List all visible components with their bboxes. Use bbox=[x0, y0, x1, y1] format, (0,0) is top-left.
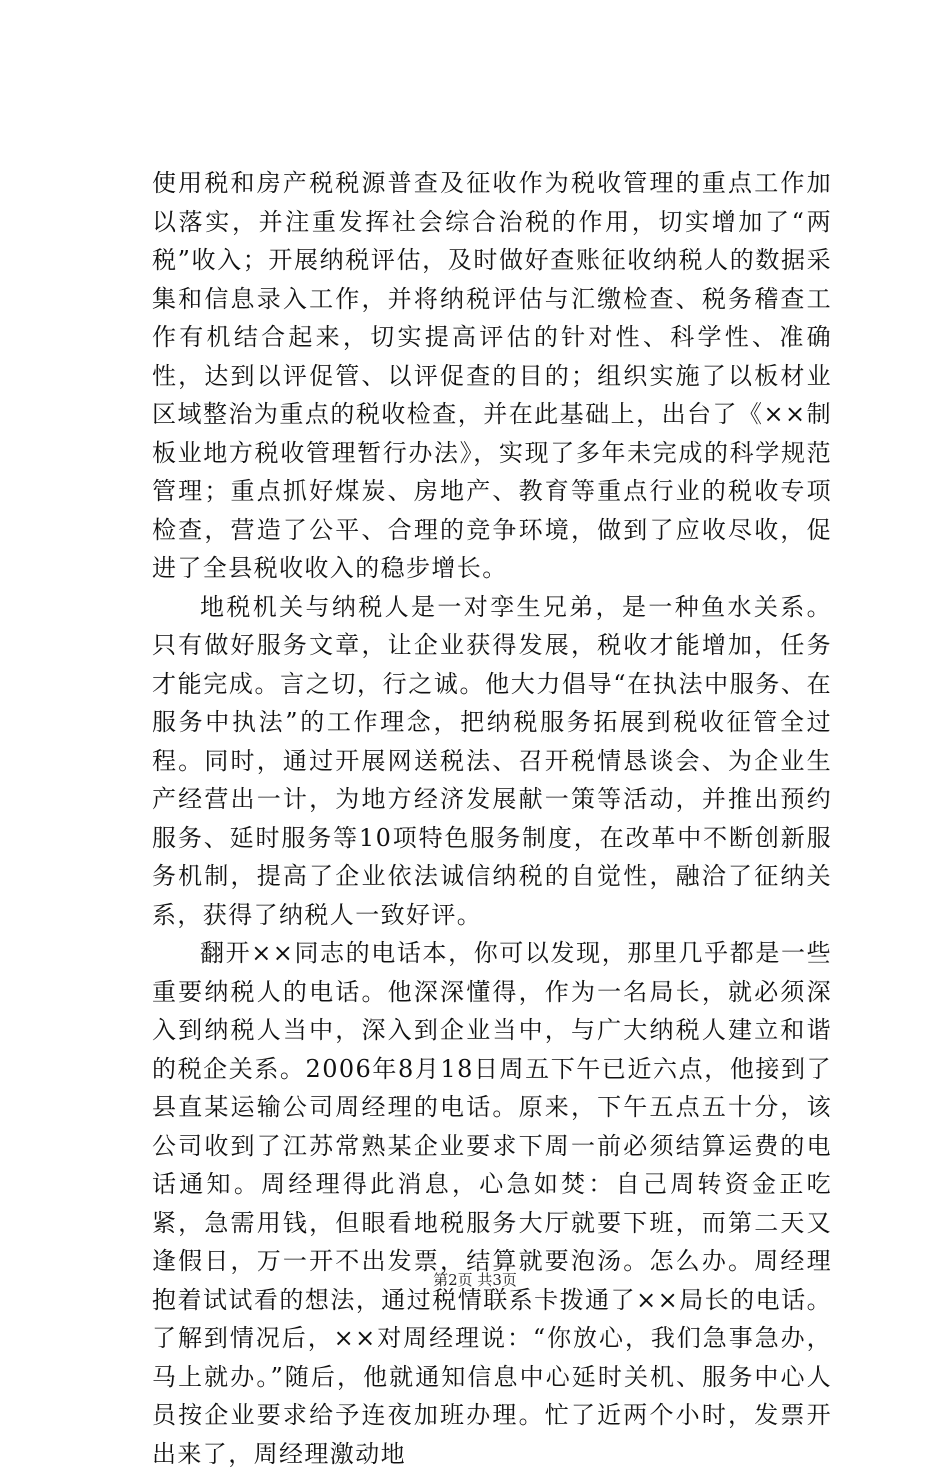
paragraph-continuation: 使用税和房产税税源普查及征收作为税收管理的重点工作加以落实，并注重发挥社会综合治税的作用，切实增加了“两税”收入；开展纳税评估，及时做好查账征收纳税人的数据采集和信息录入工作，并将纳税评估与汇缴检查、税务稽查工作有机结合起来，切实提高评估的针对性、科学性、准确性，达到以评促管、以评促查的目的；组织实施了以板材业区域整治为重点的税收检查，并在此基础上，出台了《××制板业地方税收管理暂行办法》，实现了多年未完成的科学规范管理；重点抓好煤炭、房地产、教育等重点行业的税收专项检查，营造了公平、合理的竞争环境，做到了应收尽收，促进了全县税收收入的稳步增长。 bbox=[152, 169, 832, 582]
paragraph-phone-book: 翻开××同志的电话本，你可以发现，那里几乎都是一些重要纳税人的电话。他深深懂得，作为一名局长，就必须深入到纳税人当中，深入到企业当中，与广大纳税人建立和谐的税企关系。2006年8月18日周五下午已近六点，他接到了县直某运输公司周经理的电话。原来，下午五点五十分，该公司收到了江苏常熟某企业要求下周一前必须结算运费的电话通知。周经理得此消息，心急如焚：自己周转资金正吃紧，急需用钱，但眼看地税服务大厅就要下班，而第二天又逢假日，万一开不出发票，结算就要泡汤。怎么办。周经理抱着试试看的想法，通过税情联系卡拨通了××局长的电话。了解到情况后，××对周经理说：“你放心，我们急事急办，马上就办。”随后，他就通知信息中心延时关机、服务中心人员按企业要求给予连夜加班办理。忙了近两个小时，发票开出来了，周经理激动地 bbox=[152, 939, 832, 1468]
paragraph-tax-service: 地税机关与纳税人是一对孪生兄弟，是一种鱼水关系。只有做好服务文章，让企业获得发展，税收才能增加，任务才能完成。言之切，行之诚。他大力倡导“在执法中服务、在服务中执法”的工作理念，把纳税服务拓展到税收征管全过程。同时，通过开展网送税法、召开税情恳谈会、为企业生产经营出一计，为地方经济发展献一策等活动，并推出预约服务、延时服务等10项特色服务制度，在改革中不断创新服务机制，提高了企业依法诚信纳税的自觉性，融洽了征纳关系，获得了纳税人一致好评。 bbox=[152, 592, 832, 929]
page-footer: 第2页 共3页 bbox=[433, 1271, 517, 1289]
